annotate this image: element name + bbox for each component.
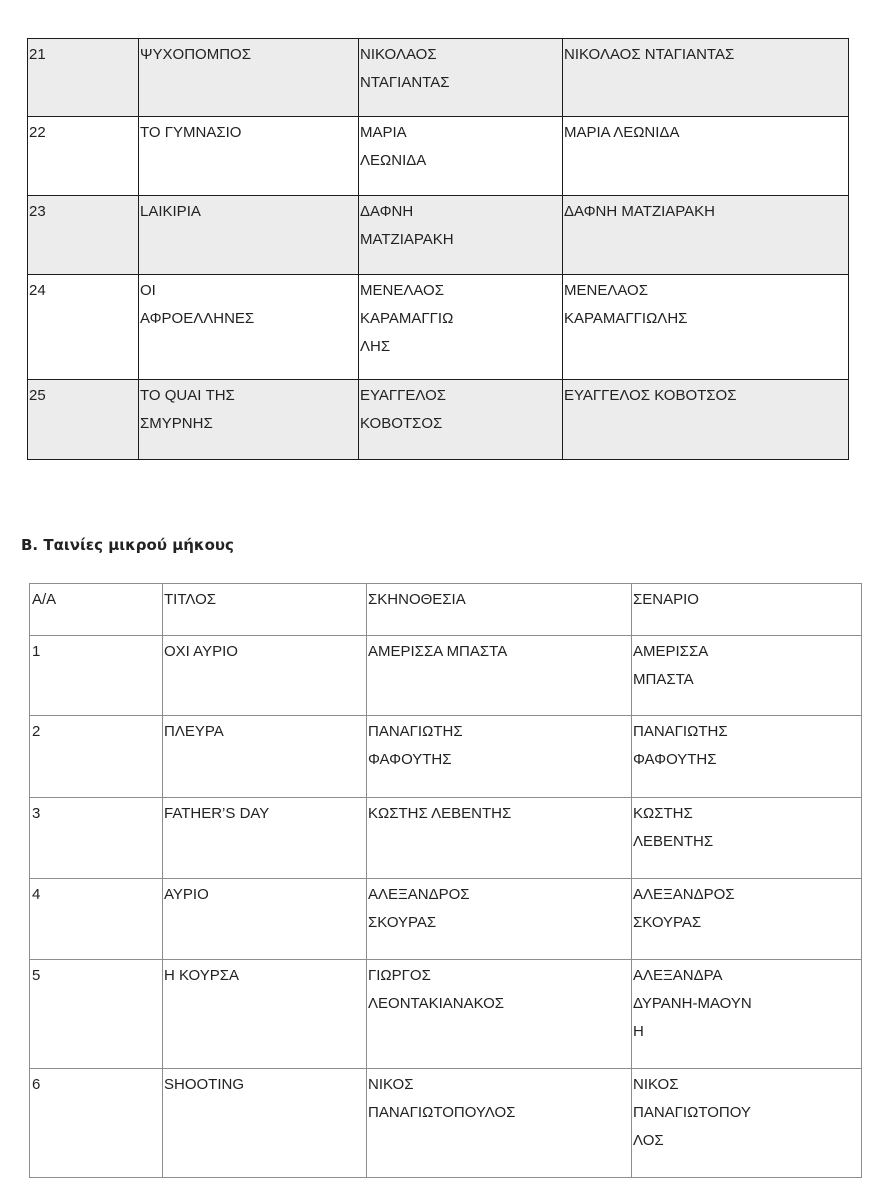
writer-name: ΕΥΑΓΓΕΛΟΣ ΚΟΒΟΤΣΟΣ (563, 380, 849, 460)
column-header-director: ΣΚΗΝΟΘΕΣΙΑ (367, 584, 632, 636)
film-title: ΤΟ QUAI ΤΗΣ ΣΜΥΡΝΗΣ (139, 380, 359, 460)
table-row (30, 1069, 862, 1178)
director-name: ΝΙΚΟΛΑΟΣ ΝΤΑΓΙΑΝΤΑΣ (359, 39, 563, 117)
row-number: 1 (30, 636, 163, 716)
writer-name: ΚΩΣΤΗΣ ΛΕΒΕΝΤΗΣ (632, 798, 862, 879)
writer-name: ΝΙΚΟΛΑΟΣ ΝΤΑΓΙΑΝΤΑΣ (563, 39, 849, 117)
short-films-table (29, 583, 862, 1178)
director-name: ΓΙΩΡΓΟΣ ΛΕΟΝΤΑΚΙΑΝΑΚΟΣ (367, 960, 632, 1069)
table-row (30, 960, 862, 1069)
film-title: ΑΥΡΙΟ (163, 879, 367, 960)
row-number: 22 (28, 117, 139, 196)
table-header-row (30, 584, 862, 636)
feature-films-table (27, 38, 849, 460)
film-title: FATHER’S DAY (163, 798, 367, 879)
film-title: LAIKIPIA (139, 196, 359, 275)
film-title: ΟΧΙ ΑΥΡΙΟ (163, 636, 367, 716)
table-row (30, 636, 862, 716)
row-number: 6 (30, 1069, 163, 1178)
writer-name: ΠΑΝΑΓΙΩΤΗΣ ΦΑΦΟΥΤΗΣ (632, 716, 862, 798)
film-title: ΤΟ ΓΥΜΝΑΣΙΟ (139, 117, 359, 196)
director-name: ΝΙΚΟΣ ΠΑΝΑΓΙΩΤΟΠΟΥΛΟΣ (367, 1069, 632, 1178)
writer-name: ΔΑΦΝΗ ΜΑΤΖΙΑΡΑΚΗ (563, 196, 849, 275)
section-heading: Β. Ταινίες μικρού μήκους (21, 536, 234, 554)
table-row (28, 117, 849, 196)
writer-name: ΜΑΡΙΑ ΛΕΩΝΙΔΑ (563, 117, 849, 196)
table-row (28, 39, 849, 117)
writer-name: ΜΕΝΕΛΑΟΣ ΚΑΡΑΜΑΓΓΙΩΛΗΣ (563, 275, 849, 380)
writer-name: ΑΜΕΡΙΣΣΑ ΜΠΑΣΤΑ (632, 636, 862, 716)
table-row (28, 380, 849, 460)
director-name: ΚΩΣΤΗΣ ΛΕΒΕΝΤΗΣ (367, 798, 632, 879)
table-row (30, 716, 862, 798)
table-row (28, 275, 849, 380)
film-title: ΠΛΕΥΡΑ (163, 716, 367, 798)
row-number: 21 (28, 39, 139, 117)
director-name: ΑΜΕΡΙΣΣΑ ΜΠΑΣΤΑ (367, 636, 632, 716)
writer-name: ΝΙΚΟΣ ΠΑΝΑΓΙΩΤΟΠΟΥ ΛΟΣ (632, 1069, 862, 1178)
film-title: ΟΙ ΑΦΡΟΕΛΛΗΝΕΣ (139, 275, 359, 380)
row-number: 23 (28, 196, 139, 275)
writer-name: ΑΛΕΞΑΝΔΡΟΣ ΣΚΟΥΡΑΣ (632, 879, 862, 960)
film-title: Η ΚΟΥΡΣΑ (163, 960, 367, 1069)
director-name: ΜΑΡΙΑ ΛΕΩΝΙΔΑ (359, 117, 563, 196)
row-number: 2 (30, 716, 163, 798)
film-title: ΨΥΧΟΠΟΜΠΟΣ (139, 39, 359, 117)
table-row (30, 798, 862, 879)
row-number: 5 (30, 960, 163, 1069)
director-name: ΑΛΕΞΑΝΔΡΟΣ ΣΚΟΥΡΑΣ (367, 879, 632, 960)
row-number: 24 (28, 275, 139, 380)
row-number: 25 (28, 380, 139, 460)
director-name: ΜΕΝΕΛΑΟΣ ΚΑΡΑΜΑΓΓΙΩ ΛΗΣ (359, 275, 563, 380)
writer-name: ΑΛΕΞΑΝΔΡΑ ΔΥΡΑΝΗ-ΜΑΟΥΝ Η (632, 960, 862, 1069)
column-header-number: Α/Α (30, 584, 163, 636)
director-name: ΕΥΑΓΓΕΛΟΣ ΚΟΒΟΤΣΟΣ (359, 380, 563, 460)
column-header-writer: ΣΕΝΑΡΙΟ (632, 584, 862, 636)
table-row (28, 196, 849, 275)
director-name: ΠΑΝΑΓΙΩΤΗΣ ΦΑΦΟΥΤΗΣ (367, 716, 632, 798)
table-row (30, 879, 862, 960)
row-number: 4 (30, 879, 163, 960)
row-number: 3 (30, 798, 163, 879)
director-name: ΔΑΦΝΗ ΜΑΤΖΙΑΡΑΚΗ (359, 196, 563, 275)
film-title: SHOOTING (163, 1069, 367, 1178)
column-header-title: ΤΙΤΛΟΣ (163, 584, 367, 636)
